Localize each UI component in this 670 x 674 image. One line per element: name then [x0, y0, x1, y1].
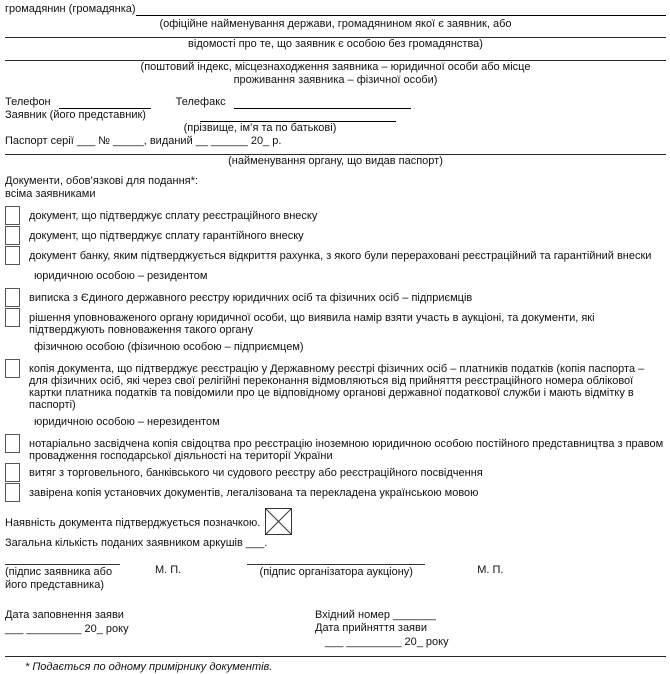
caption-state-name-2: відомості про те, що заявник є особою без громадянства): [188, 38, 483, 50]
checklist-item-label: нотаріально засвідчена копія свідоцтва про реєстрацію іноземною юридичною особою постійного представництва з правом провадження господарської діяльності на території України: [29, 438, 664, 462]
applicant-signature-area: [5, 564, 120, 592]
checklist-item: [5, 226, 666, 245]
applicant-signature-caption: (підпис заявника або: [5, 566, 113, 578]
dates-block: [5, 609, 666, 649]
seal-label: М. П.: [155, 564, 182, 576]
checklist-item: [5, 246, 666, 265]
passport-line: Паспорт серії ___ № _____, виданий __ ______ 20_ р.: [5, 135, 282, 147]
citizen-row: [5, 3, 666, 16]
checklist-item-label: документ, що підтверджує сплату реєстраційного внеску: [29, 210, 318, 222]
documents-subheading: всіма заявниками: [5, 188, 96, 200]
fax-field-line: [234, 96, 411, 109]
citizen-field-line: [136, 3, 666, 16]
phone-row: [5, 96, 666, 109]
accept-date-blank: ___ _________ 20_ року: [325, 636, 449, 648]
checked-mark-icon: [265, 508, 292, 535]
fill-date-blank: ___ _________ 20_ року: [5, 623, 129, 635]
fill-date-label: Дата заповнення заяви: [5, 609, 124, 621]
checklist-item-label: завірена копія установчих документів, легалізована та перекладена українською мовою: [29, 487, 479, 499]
organizer-signature-area: [247, 564, 425, 579]
checkbox[interactable]: [5, 246, 20, 265]
presence-note-row: [5, 508, 666, 535]
registry-area: [315, 609, 666, 649]
presence-note: Наявність документа підтверджується позначкою.: [5, 517, 261, 529]
phone-label: Телефон: [5, 96, 51, 108]
applicant-row: [5, 109, 666, 122]
caption-postal-1: (поштовий індекс, місцезнаходження заявника – юридичної особи або місце: [140, 61, 531, 73]
citizen-label: громадянин (громадянка): [5, 3, 136, 15]
checkbox[interactable]: [5, 434, 20, 453]
checkbox[interactable]: [5, 226, 20, 245]
checklist-item-label: копія документа, що підтверджує реєстрацію у Державному реєстрі фізичних осіб – платників податків (копія паспорта – для фізичних осіб, які через свої релігійні переконання відмовляються від прийняття реєстраційного номера облікової картки платника податків та повідомили про це відповідному органові державної податкової служби і мають відмітку в паспорті): [29, 363, 645, 411]
checklist-group-heading: фізичною особою (фізичною особою – підприємцем): [34, 341, 304, 353]
organizer-signature-caption: (підпис організатора аукціону): [259, 566, 413, 578]
fax-label: Телефакс: [175, 96, 226, 108]
total-sheets-line: Загальна кількість поданих заявником аркушів ___.: [5, 537, 268, 549]
checklist-group-heading: юридичною особою – нерезидентом: [34, 416, 220, 428]
caption-state-name-1: (офіційне найменування держави, громадянином якої є заявник, або: [159, 18, 512, 30]
name-caption: (прізвище, ім’я та по батькові): [183, 122, 337, 134]
checkbox[interactable]: [5, 359, 20, 378]
checkbox[interactable]: [5, 483, 20, 502]
checkbox[interactable]: [5, 308, 20, 327]
documents-checklist: [5, 206, 666, 502]
seal-label-2: М. П.: [477, 564, 504, 576]
checklist-item-label: виписка з Єдиного державного реєстру юридичних осіб та фізичних осіб – підприємців: [29, 292, 473, 304]
signature-block: [5, 564, 666, 592]
checklist-item: [5, 359, 666, 411]
documents-heading: Документи, обов’язкові для подання*:: [5, 175, 198, 187]
checkbox[interactable]: [5, 463, 20, 482]
checklist-item: [5, 434, 666, 462]
checklist-item: [5, 206, 666, 225]
phone-field-line: [59, 96, 151, 109]
checklist-item: [5, 308, 666, 336]
incoming-number-line: Вхідний номер _______: [315, 609, 436, 621]
applicant-signature-caption-2: його представника): [5, 579, 105, 591]
checklist-item-label: рішення уповноваженого органу юридичної особи, що виявила намір взяти участь в аукціоні, та документи, які підтверджують повноваження такого органу: [29, 312, 595, 336]
checkbox[interactable]: [5, 288, 20, 307]
footnote: * Подається по одному примірнику документів.: [25, 661, 273, 673]
checklist-item-label: документ банку, яким підтверджується відкриття рахунка, з якого були перераховані реєстраційний та гарантійний внески: [29, 250, 652, 262]
fill-date-area: [5, 609, 315, 649]
checklist-item: [5, 288, 666, 307]
accept-date-label: Дата прийняття заяви: [315, 622, 428, 634]
passport-authority-caption: (найменування органу, що видав паспорт): [228, 155, 443, 167]
checklist-item-label: документ, що підтверджує сплату гарантійного внеску: [29, 230, 304, 242]
applicant-name-field-line: [200, 109, 396, 122]
caption-postal-2: проживання заявника – фізичної особи): [233, 74, 438, 86]
checkbox[interactable]: [5, 206, 20, 225]
applicant-label: Заявник (його представник): [5, 109, 146, 121]
checklist-group-heading: юридичною особою – резидентом: [34, 270, 208, 282]
checklist-item: [5, 463, 666, 482]
checklist-item: [5, 483, 666, 502]
checklist-item-label: витяг з торговельного, банківського чи судового реєстру або реєстраційного посвідчення: [29, 467, 483, 479]
footnote-rule: [5, 656, 666, 657]
